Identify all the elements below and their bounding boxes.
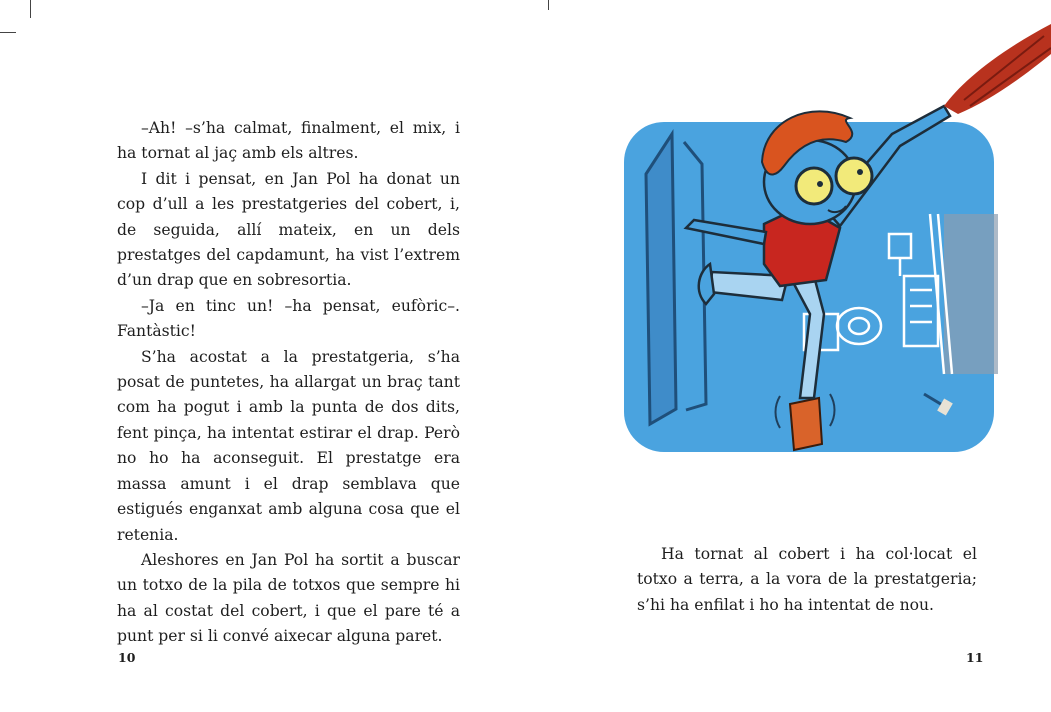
right-page [525,0,1051,712]
paragraph: Ha tornat al cobert i ha col·locat el totxo a terra, a la vora de la prestatgeria; s’hi ha enfilat i ho ha intentat de nou. [637,545,977,614]
page-number-right: 11 [966,650,984,665]
paragraph: –Ja en tinc un! –ha pensat, eufòric–. Fantàstic! [117,296,460,341]
boy-reaching-illustration [614,14,1051,470]
left-page [0,0,525,712]
paragraph: Aleshores en Jan Pol ha sortit a buscar un totxo de la pila de totxos que sempre hi ha al costat del cobert, i que el pare té a punt per si li convé aixecar alguna paret. [117,550,460,646]
paragraph: –Ah! –s’ha calmat, finalment, el mix, i ha tornat al jaç amb els altres. [117,119,460,163]
page-number-left: 10 [118,650,136,665]
paragraph: I dit i pensat, en Jan Pol ha donat un cop d’ull a les prestatgeries del cobert, i, de seguida, allí mateix, en un dels prestatges del capdamunt, ha vist l’extrem d’un drap que en sobresortia. [117,169,460,290]
paragraph: S’ha acostat a la prestatgeria, s’ha posat de puntetes, ha allargat un braç tant com ha pogut i amb la punta de dos dits, fent pinça, ha intentat estirar el drap. Però no ho ha aconseguit. El prestatge era massa amunt i el drap semblava que estigués enganxat amb alguna cosa que el retenia. [117,347,460,544]
left-page-text [117,116,460,650]
right-page-text [637,542,977,618]
